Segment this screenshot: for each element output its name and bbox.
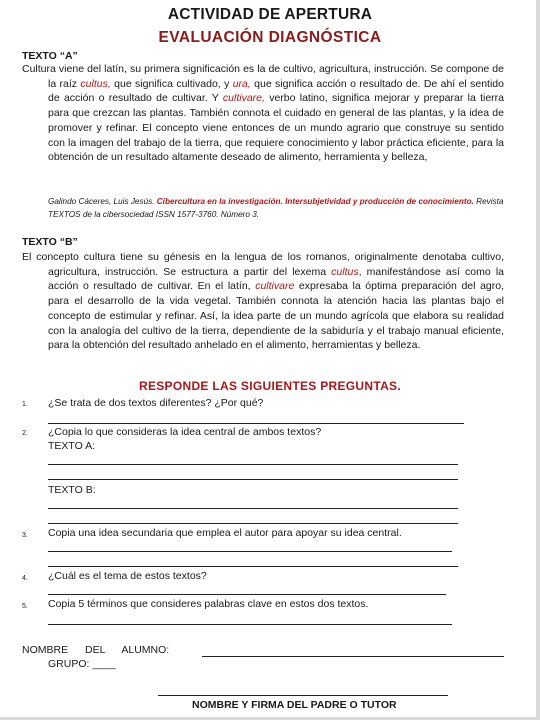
group-label: GRUPO: ____	[48, 658, 116, 670]
questions-heading: RESPONDE LAS SIGUIENTES PREGUNTAS.	[138, 379, 401, 393]
answer-line[interactable]	[48, 423, 464, 424]
question-4: ¿Cuál es el tema de estos textos?	[48, 570, 207, 582]
student-name-label: NOMBRE DEL ALUMNO:	[22, 644, 170, 656]
text-b-sublabel: TEXTO B:	[48, 484, 96, 496]
text-b-segment: El concepto cultura tiene su génesis en la lengua de los romanos, originalmente denotaba cultivo, agricultura, instrucción. Se estructura a partir del lexema	[22, 251, 504, 278]
answer-line[interactable]	[48, 479, 458, 480]
answer-line[interactable]	[48, 464, 458, 465]
text-a-segment: que significa acción o resultado de. De ahí el sentido de acción o resultado de cultivar. Y	[48, 77, 504, 105]
question-2: ¿Copia lo que consideras la idea central de ambos textos?	[48, 426, 322, 438]
answer-line[interactable]	[48, 523, 458, 524]
answer-line[interactable]	[48, 508, 458, 509]
question-number: 3.	[22, 532, 28, 539]
text-a-label: TEXTO “A”	[22, 50, 78, 62]
question-1: ¿Se trata de dos textos diferentes? ¿Por qué?	[48, 397, 264, 409]
text-a-paragraph	[22, 62, 505, 165]
question-number: 1.	[22, 401, 28, 408]
latin-term: cultus,	[80, 77, 111, 90]
text-a-citation	[48, 196, 518, 221]
text-b-segment: , manifestándose así como la acción o resultado de cultivar. En el latín,	[48, 265, 504, 293]
page-subtitle: EVALUACIÓN DIAGNÓSTICA	[158, 29, 382, 46]
page-title: ACTIVIDAD DE APERTURA	[167, 6, 373, 23]
text-b-label: TEXTO “B”	[22, 236, 78, 248]
answer-line[interactable]	[48, 566, 458, 567]
answer-line[interactable]	[48, 594, 446, 595]
question-number: 4.	[22, 575, 28, 582]
text-a-segment: verbo latino, significa mejorar y preparar la tierra para que crezcan las plantas. También connota el cuidado en general de las plantas, y la idea de promover y refinar. El concepto viene entonces de un mundo agrario que construye su sentido con la imagen del trabajo de la tierra, que requiere conocimiento y labor práctica eficiente, para la obtención de un resultado altamente deseado de alimento, herramienta y belleza,	[48, 92, 505, 164]
text-a-segment: que significa cultivado, y	[110, 77, 233, 90]
student-name-line[interactable]	[202, 656, 504, 657]
signature-label: NOMBRE Y FIRMA DEL PADRE O TUTOR	[192, 699, 397, 711]
citation-author: Galindo Cáceres, Luis Jesús.	[48, 197, 157, 206]
latin-term: cultivare,	[222, 92, 265, 105]
latin-term: cultivare	[255, 280, 295, 293]
question-number: 5.	[22, 603, 28, 610]
question-5: Copia 5 términos que consideres palabras clave en estos dos textos.	[48, 598, 369, 610]
text-a-lead: Cultura	[22, 63, 56, 75]
question-number: 2.	[22, 430, 28, 437]
text-a-segment: viene del latín, su primera significación es la de cultivo, agricultura, instrucción. Se compone de la raíz	[48, 63, 504, 90]
question-3: Copia una idea secundaria que emplea el autor para apoyar su idea central.	[48, 527, 402, 539]
page-frame-right	[536, 0, 540, 720]
citation-source: Revista TEXTOS de la cibersociedad ISSN 1577-3760. Número 3.	[48, 197, 504, 219]
citation-title: Cibercultura en la investigación. Intersubjetividad y producción de conocimiento.	[156, 197, 474, 206]
latin-term: ura,	[232, 77, 251, 90]
text-a-sublabel: TEXTO A:	[48, 440, 96, 452]
text-b-segment: expresaba la óptima preparación del agro, para el desarrollo de la vida vegetal. También connota la atención hacia las plantas bajo el concepto de estimular y refinar. Así, la idea parte de un mundo agrícola que elabora su realidad con la analogía del cultivo de la tierra, dependiente de la sabiduría y el trabajo manual eficiente, para la obtención del resultado anhelado en el alimento, herramientas y belleza.	[48, 280, 505, 352]
latin-term: cultus	[331, 265, 359, 278]
answer-line[interactable]	[48, 551, 452, 552]
signature-line[interactable]	[158, 695, 448, 696]
answer-line[interactable]	[48, 624, 452, 625]
text-b-paragraph	[22, 250, 505, 353]
